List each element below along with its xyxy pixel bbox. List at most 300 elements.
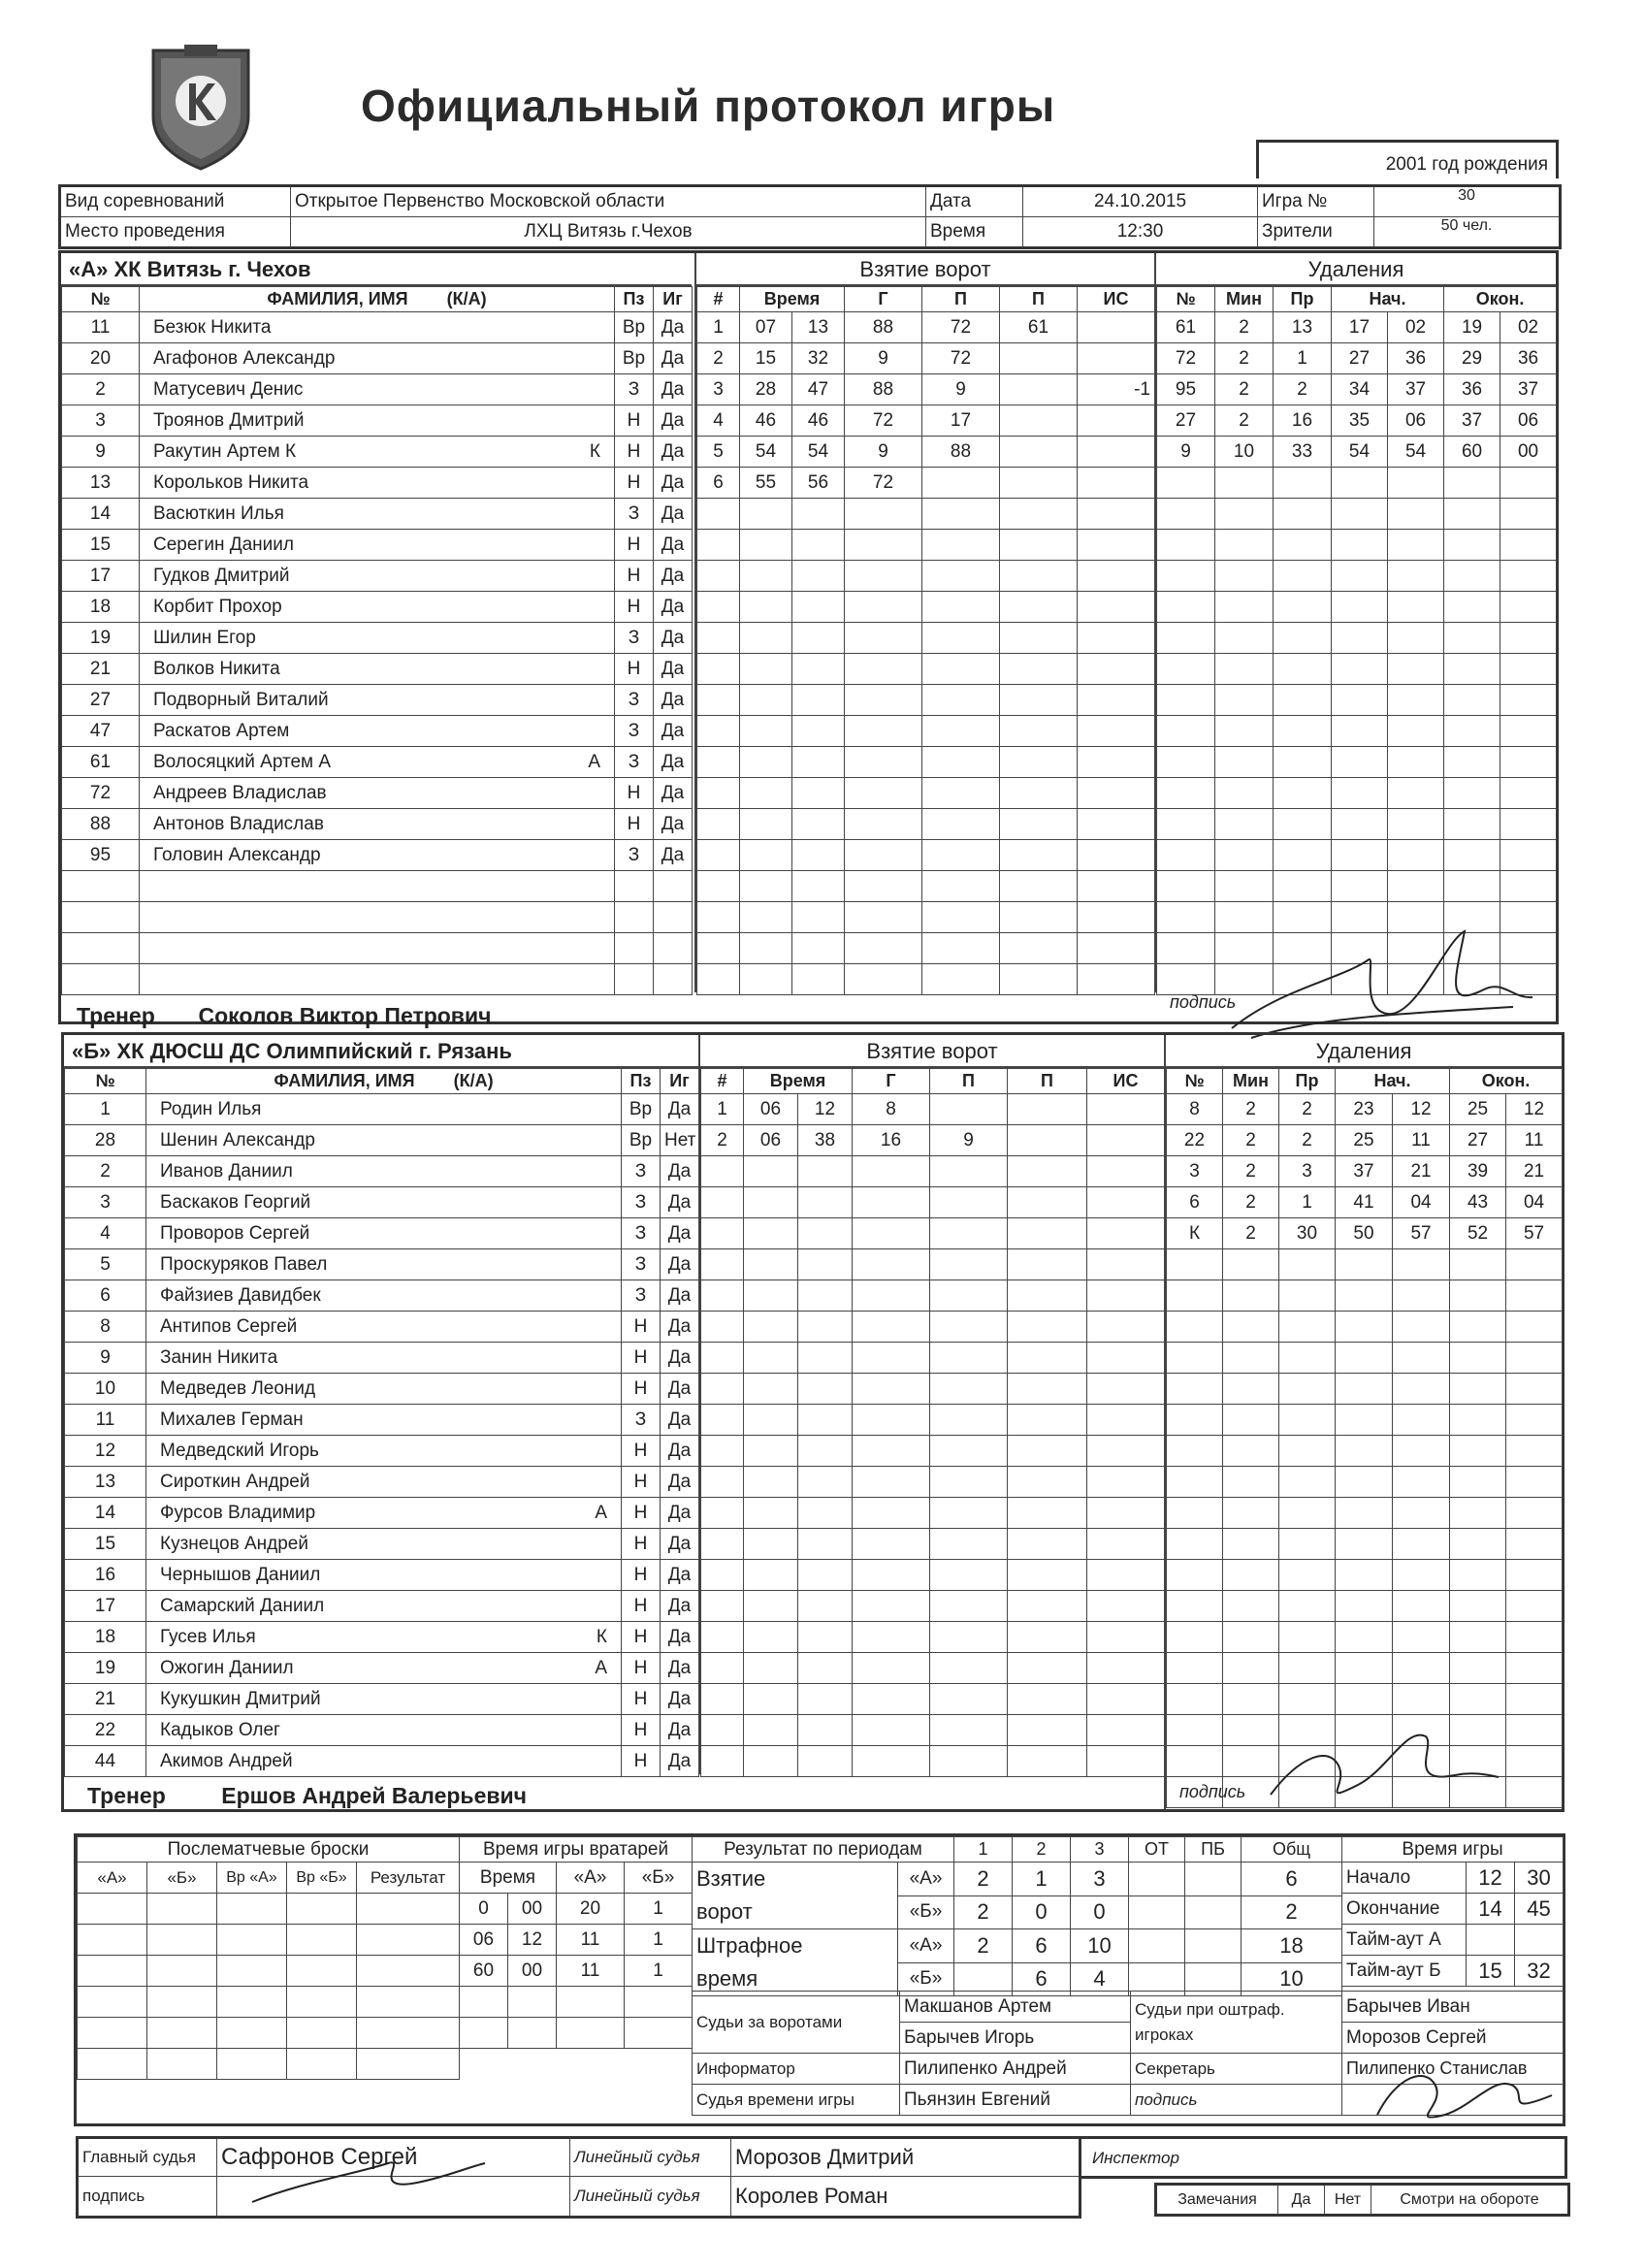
goal-situation — [1087, 1343, 1165, 1374]
period-value — [1129, 1863, 1185, 1896]
p-start-head: Нач. — [1332, 287, 1444, 312]
goal-situation — [1087, 1467, 1165, 1498]
goal-scorer — [853, 1653, 930, 1684]
pen-start-min — [1336, 1560, 1393, 1591]
player-number: 15 — [65, 1529, 146, 1560]
player-number: 19 — [62, 623, 140, 654]
pen-minutes — [1215, 468, 1274, 499]
pen-start-min: 41 — [1336, 1187, 1393, 1218]
goal-number — [701, 1436, 744, 1467]
player-position: З — [622, 1156, 661, 1187]
pen-end-min — [1444, 623, 1500, 654]
pen-start-sec — [1388, 747, 1444, 778]
pen-player — [1157, 685, 1215, 716]
pen-player: К — [1167, 1218, 1223, 1249]
pen-reason — [1274, 747, 1332, 778]
team-b-sign-label: подпись — [1179, 1782, 1246, 1801]
player-number: 9 — [65, 1343, 146, 1374]
pen-end-min — [1450, 1312, 1506, 1343]
p-end-head: Окон. — [1444, 287, 1557, 312]
goal-minute — [744, 1374, 798, 1405]
pen-reason: 1 — [1279, 1187, 1336, 1218]
player-name: Антипов Сергей — [160, 1315, 298, 1337]
penalty-judge-1: Барычев Иван — [1342, 1992, 1564, 2023]
goal-number — [697, 902, 740, 933]
goal-assist-1: 88 — [922, 437, 1000, 468]
period-value: 2 — [954, 1895, 1013, 1929]
goal-assist-2 — [1008, 1560, 1087, 1591]
player-name: Родин Илья — [160, 1098, 262, 1119]
pen-start-min — [1336, 1498, 1393, 1529]
pen-minutes — [1223, 1498, 1279, 1529]
pen-end-sec — [1500, 840, 1557, 871]
table-row — [460, 1894, 693, 1925]
player-played: Да — [654, 405, 693, 437]
pen-end-sec — [1500, 809, 1557, 840]
goal-number — [701, 1156, 744, 1187]
player-name-cell — [146, 1529, 622, 1560]
player-played: Да — [661, 1156, 699, 1187]
pen-reason — [1279, 1280, 1336, 1312]
so-res: Результат — [357, 1863, 460, 1894]
goal-situation — [1078, 902, 1155, 933]
player-played: Да — [654, 809, 693, 840]
pen-player: 72 — [1157, 343, 1215, 374]
table-row — [65, 1467, 699, 1498]
pen-start-sec — [1388, 654, 1444, 685]
goal-second: 38 — [798, 1125, 853, 1156]
period-total: 2 — [1242, 1895, 1342, 1929]
pen-start-min — [1332, 561, 1388, 592]
goal-scorer — [853, 1746, 930, 1777]
col-ig: Иг — [654, 287, 693, 312]
player-name-cell — [140, 747, 615, 778]
table-row — [697, 809, 1155, 840]
pen-end-sec — [1506, 1343, 1563, 1374]
player-name: Кузнецов Андрей — [160, 1533, 308, 1554]
table-row — [697, 747, 1155, 778]
goal-scorer: 9 — [845, 343, 922, 374]
pen-minutes — [1223, 1684, 1279, 1715]
goal-scorer — [853, 1280, 930, 1312]
goal-situation — [1078, 561, 1155, 592]
player-name-cell — [146, 1156, 622, 1187]
table-row — [1167, 1467, 1563, 1498]
game-value: 30 — [1374, 186, 1561, 217]
table-row — [1167, 1094, 1563, 1125]
pen-start-sec: 21 — [1393, 1156, 1450, 1187]
pen-end-sec: 12 — [1506, 1094, 1563, 1125]
goal-scorer — [845, 778, 922, 809]
table-row — [701, 1156, 1165, 1187]
main-sign-label: подпись — [78, 2177, 217, 2218]
goal-scorer — [853, 1218, 930, 1249]
player-name-cell — [146, 1249, 622, 1280]
table-row — [697, 654, 1155, 685]
goal-assist-1 — [930, 1653, 1008, 1684]
goal-situation — [1087, 1094, 1165, 1125]
start-label: Начало — [1342, 1863, 1467, 1894]
pen-start-sec — [1393, 1560, 1450, 1591]
goal-number — [701, 1498, 744, 1529]
per-team-b: «Б» — [898, 1895, 954, 1929]
goal-minute — [744, 1529, 798, 1560]
venue-label: Место проведения — [60, 217, 291, 248]
pen-reason — [1279, 1374, 1336, 1405]
goal-scorer — [853, 1436, 930, 1467]
player-played: Да — [654, 561, 693, 592]
player-name: Ожогин Даниил — [160, 1657, 294, 1678]
table-row — [460, 2018, 693, 2049]
goal-assist-1 — [922, 561, 1000, 592]
p-min-head: Мин — [1215, 287, 1274, 312]
player-role: А — [588, 751, 600, 772]
player-number — [62, 964, 140, 995]
table-row — [697, 933, 1155, 964]
goal-minute — [740, 530, 792, 561]
table-row — [62, 468, 693, 499]
goal-minute: 54 — [740, 437, 792, 468]
spect-value: 50 чел. — [1374, 217, 1561, 248]
birth-year-box — [1256, 140, 1559, 178]
goal-situation — [1078, 840, 1155, 871]
player-position — [615, 933, 654, 964]
goal-situation — [1087, 1529, 1165, 1560]
player-number: 17 — [65, 1591, 146, 1622]
pen-end-sec — [1506, 1560, 1563, 1591]
table-row — [62, 374, 693, 405]
table-row — [1157, 530, 1557, 561]
goal-minute — [740, 561, 792, 592]
pen-minutes: 2 — [1223, 1218, 1279, 1249]
player-name: Троянов Дмитрий — [153, 409, 305, 431]
goal-assist-2: 61 — [1000, 312, 1078, 343]
goal-assist-2 — [1008, 1684, 1087, 1715]
pen-reason: 1 — [1274, 343, 1332, 374]
end-label: Окончание — [1342, 1894, 1467, 1925]
birth-year: 2001 год рождения — [1385, 154, 1548, 175]
player-number: 13 — [65, 1467, 146, 1498]
goal-assist-1 — [922, 468, 1000, 499]
table-row — [697, 840, 1155, 871]
timekeeper-label: Судья времени игры — [693, 2085, 900, 2116]
player-name-cell — [140, 623, 615, 654]
player-played: Да — [661, 1715, 699, 1746]
gametime-title: Время игры — [1342, 1837, 1564, 1863]
table-row — [701, 1374, 1165, 1405]
pen-start-min — [1336, 1591, 1393, 1622]
goal-number — [697, 716, 740, 747]
player-name-cell — [146, 1405, 622, 1436]
pen-start-min: 37 — [1336, 1156, 1393, 1187]
player-name-cell — [140, 809, 615, 840]
pen-end-sec: 06 — [1500, 405, 1557, 437]
pen-minutes — [1215, 809, 1274, 840]
goal-judges-label: Судьи за воротами — [693, 1992, 900, 2054]
goal-second: 56 — [792, 468, 845, 499]
pen-player — [1157, 499, 1215, 530]
pen-end-sec: 57 — [1506, 1218, 1563, 1249]
goal-number — [701, 1560, 744, 1591]
pen-reason — [1274, 623, 1332, 654]
pen-start-min — [1336, 1343, 1393, 1374]
goal-minute — [744, 1498, 798, 1529]
pen-end-min — [1450, 1436, 1506, 1467]
goal-number — [701, 1249, 744, 1280]
goal-second — [798, 1312, 853, 1343]
player-number: 19 — [65, 1653, 146, 1684]
goal-assist-2 — [1000, 964, 1078, 995]
player-played: Да — [654, 623, 693, 654]
goal-minute — [740, 902, 792, 933]
pen-reason — [1274, 778, 1332, 809]
goal-minute: 07 — [740, 312, 792, 343]
player-name-cell — [140, 561, 615, 592]
pen-end-sec — [1506, 1312, 1563, 1343]
table-row — [65, 1125, 699, 1156]
table-row — [1167, 1529, 1563, 1560]
table-row — [62, 530, 693, 561]
goal-assist-1 — [922, 933, 1000, 964]
goal-assist-2 — [1008, 1125, 1087, 1156]
start-h: 12 — [1467, 1863, 1515, 1894]
goal-situation — [1078, 716, 1155, 747]
remarks-no[interactable]: Нет — [1325, 2185, 1371, 2216]
pen-end-min: 39 — [1450, 1156, 1506, 1187]
pen-reason — [1274, 871, 1332, 902]
gk-a-number: 20 — [557, 1894, 625, 1925]
period-total: 18 — [1242, 1929, 1342, 1963]
goal-number: 2 — [697, 343, 740, 374]
table-row — [65, 1249, 699, 1280]
pen-reason — [1279, 1529, 1336, 1560]
goal-number — [701, 1405, 744, 1436]
pen-end-min — [1450, 1591, 1506, 1622]
player-played: Да — [654, 840, 693, 871]
table-row — [62, 312, 693, 343]
pen-end-sec: 02 — [1500, 312, 1557, 343]
pen-start-sec — [1388, 716, 1444, 747]
goal-assist-1 — [922, 809, 1000, 840]
team-b-coach-row — [64, 1777, 698, 1809]
goal-assist-2 — [1008, 1591, 1087, 1622]
pen-reason — [1274, 592, 1332, 623]
pen-reason — [1279, 1312, 1336, 1343]
goal-second — [792, 685, 845, 716]
pen-player: 95 — [1157, 374, 1215, 405]
pen-end-sec — [1506, 1684, 1563, 1715]
goal-number — [701, 1715, 744, 1746]
player-number — [62, 902, 140, 933]
player-position — [615, 964, 654, 995]
table-row — [701, 1746, 1165, 1777]
table-row — [1167, 1622, 1563, 1653]
table-row — [697, 778, 1155, 809]
remarks-table — [1154, 2183, 1570, 2217]
pen-end-min — [1450, 1249, 1506, 1280]
goal-assist-1 — [930, 1498, 1008, 1529]
pen-player: 27 — [1157, 405, 1215, 437]
pen-reason: 16 — [1274, 405, 1332, 437]
player-name-cell — [140, 964, 615, 995]
player-position: Н — [622, 1374, 661, 1405]
player-number: 95 — [62, 840, 140, 871]
goal-second — [798, 1280, 853, 1312]
goal-scorer — [853, 1591, 930, 1622]
pen-player — [1157, 530, 1215, 561]
table-row — [1167, 1218, 1563, 1249]
player-played: Да — [661, 1187, 699, 1218]
goal-minute — [740, 964, 792, 995]
player-position: Н — [615, 530, 654, 561]
pen-player — [1167, 1280, 1223, 1312]
player-name: Кадыков Олег — [160, 1719, 280, 1740]
referee-table — [76, 2136, 1081, 2219]
goal-minute — [740, 747, 792, 778]
goal-assist-2 — [1008, 1156, 1087, 1187]
table-row — [62, 778, 693, 809]
player-number: 18 — [62, 592, 140, 623]
pen-player — [1157, 964, 1215, 995]
timekeeper-value: Пьянзин Евгений — [900, 2085, 1131, 2116]
player-position: Н — [615, 561, 654, 592]
player-name-cell — [146, 1653, 622, 1684]
player-name: Васюткин Илья — [153, 502, 284, 524]
player-name: Раскатов Артем — [153, 720, 290, 741]
pen-start-sec — [1388, 685, 1444, 716]
player-number: 2 — [65, 1156, 146, 1187]
goal-scorer — [853, 1343, 930, 1374]
goal-situation — [1078, 530, 1155, 561]
table-row — [697, 964, 1155, 995]
goal-second — [792, 499, 845, 530]
goal-minute — [740, 685, 792, 716]
pen-start-sec — [1393, 1467, 1450, 1498]
goal-second — [792, 871, 845, 902]
pen-player — [1157, 623, 1215, 654]
goal-assist-1 — [930, 1187, 1008, 1218]
col-name — [140, 287, 615, 312]
pen-start-sec — [1393, 1280, 1450, 1312]
table-row — [1167, 1312, 1563, 1343]
lines2-value: Королев Роман — [731, 2177, 1081, 2218]
table-row — [1167, 1280, 1563, 1312]
goal-assist-1 — [922, 840, 1000, 871]
pen-player: 61 — [1157, 312, 1215, 343]
player-played: Да — [654, 437, 693, 468]
player-played: Да — [654, 499, 693, 530]
pen-start-min — [1336, 1312, 1393, 1343]
goal-second — [792, 778, 845, 809]
table-row — [701, 1187, 1165, 1218]
player-role: К — [589, 440, 600, 462]
goal-scorer — [853, 1467, 930, 1498]
player-name-cell — [140, 437, 615, 468]
goal-second: 46 — [792, 405, 845, 437]
pen-end-min — [1444, 530, 1500, 561]
goal-assist-2 — [1008, 1343, 1087, 1374]
table-row — [697, 343, 1155, 374]
goal-minute — [744, 1715, 798, 1746]
goal-scorer — [845, 716, 922, 747]
goal-assist-1: 9 — [922, 374, 1000, 405]
player-position: З — [622, 1218, 661, 1249]
table-row — [1167, 1125, 1563, 1156]
player-position: З — [615, 374, 654, 405]
timeout-a-label: Тайм-аут А — [1342, 1925, 1467, 1956]
goal-assist-1 — [930, 1405, 1008, 1436]
pen-player — [1157, 561, 1215, 592]
player-name-cell — [146, 1312, 622, 1343]
player-played — [654, 933, 693, 964]
goal-assist-2 — [1000, 871, 1078, 902]
goals-label-1: Взятие — [696, 1866, 766, 1891]
informer-label: Информатор — [693, 2054, 900, 2085]
pen-start-min — [1332, 685, 1388, 716]
period-value: 1 — [1013, 1863, 1071, 1896]
inspector-box — [1079, 2136, 1567, 2179]
pen-minutes — [1223, 1560, 1279, 1591]
table-row — [65, 1622, 699, 1653]
goal-scorer — [845, 530, 922, 561]
pen-end-min — [1444, 716, 1500, 747]
remarks-yes[interactable]: Да — [1278, 2185, 1325, 2216]
period-value: 6 — [1013, 1929, 1071, 1963]
goal-assist-2 — [1000, 530, 1078, 561]
goal-assist-2 — [1008, 1653, 1087, 1684]
pen-start-sec — [1388, 623, 1444, 654]
pen-start-sec — [1393, 1498, 1450, 1529]
player-number: 2 — [62, 374, 140, 405]
goal-assist-1 — [930, 1280, 1008, 1312]
pen-end-sec — [1500, 716, 1557, 747]
goal-assist-2 — [1000, 778, 1078, 809]
pen-end-min — [1450, 1653, 1506, 1684]
player-position: Вр — [622, 1094, 661, 1125]
goal-second — [798, 1467, 853, 1498]
goal-assist-1 — [930, 1374, 1008, 1405]
g-is-head: ИС — [1078, 287, 1155, 312]
p-start-head: Нач. — [1336, 1069, 1450, 1094]
pen-reason — [1279, 1343, 1336, 1374]
goal-scorer — [853, 1684, 930, 1715]
pen-end-sec — [1506, 1653, 1563, 1684]
player-played: Да — [661, 1684, 699, 1715]
pen-player: 9 — [1157, 437, 1215, 468]
goal-second — [798, 1249, 853, 1280]
pen-minutes — [1223, 1436, 1279, 1467]
pen-player — [1167, 1467, 1223, 1498]
player-name-cell — [146, 1187, 622, 1218]
pen-player — [1167, 1653, 1223, 1684]
pen-minutes — [1215, 499, 1274, 530]
p-num-head: № — [1167, 1069, 1223, 1094]
goal-minute — [744, 1249, 798, 1280]
goal-minute — [740, 809, 792, 840]
table-row — [1157, 374, 1557, 405]
player-position: З — [615, 716, 654, 747]
player-number: 44 — [65, 1746, 146, 1777]
goal-minute: 15 — [740, 343, 792, 374]
goal-scorer — [845, 747, 922, 778]
pen-end-sec: 37 — [1500, 374, 1557, 405]
goal-assist-1: 72 — [922, 343, 1000, 374]
goal-assist-1: 17 — [922, 405, 1000, 437]
pen-end-sec — [1500, 654, 1557, 685]
player-name-cell — [140, 405, 615, 437]
goal-number — [701, 1312, 744, 1343]
goal-assist-2 — [1008, 1312, 1087, 1343]
